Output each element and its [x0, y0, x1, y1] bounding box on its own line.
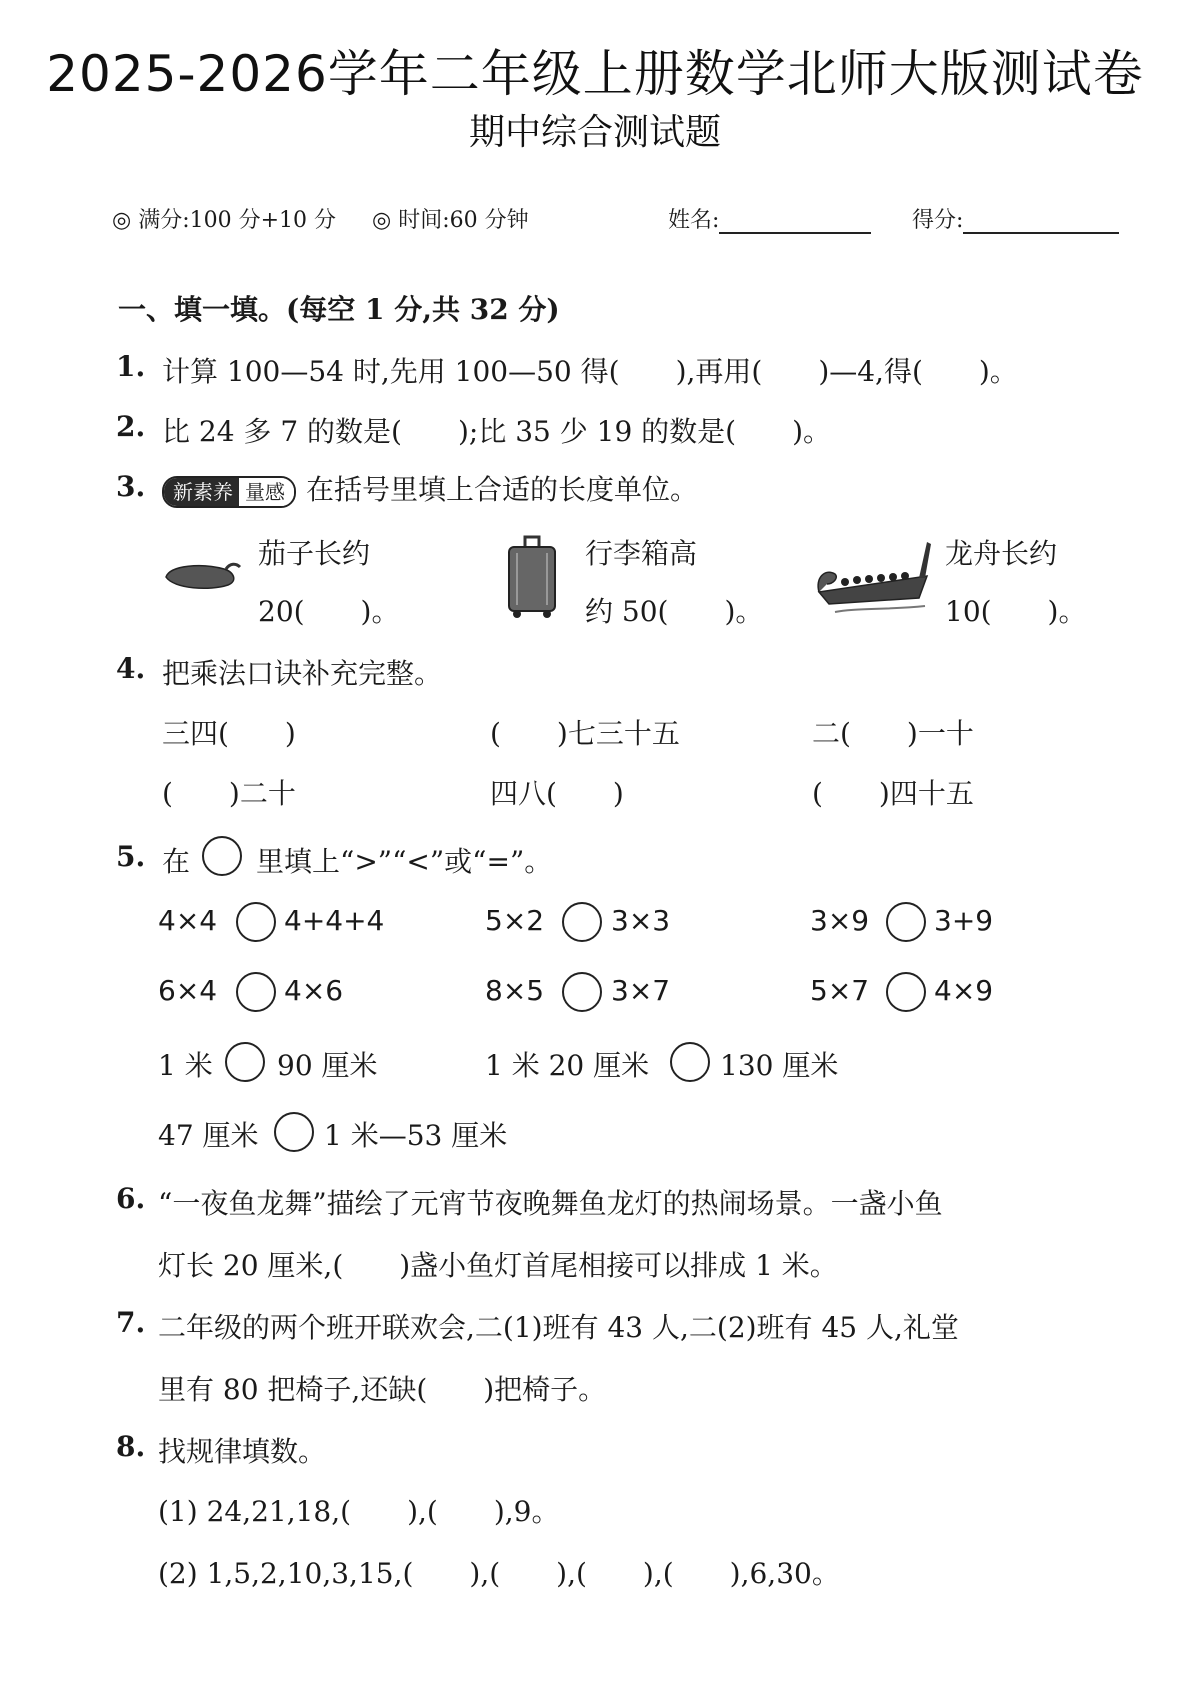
question-3-line — [162, 468, 698, 508]
question-7-line1: 二年级的两个班开联欢会,二(1)班有 43 人,二(2)班有 45 人,礼堂 — [158, 1311, 959, 1344]
compare-left: 5×7 — [810, 974, 870, 1007]
time-info: ◎ 时间:60 分钟 — [372, 208, 529, 233]
compare-left: 6×4 — [158, 974, 218, 1007]
mult-rhyme-blank: ( )四十五 — [812, 777, 974, 810]
compare-left: 8×5 — [485, 974, 545, 1007]
name-label: 姓名: — [668, 208, 720, 233]
compare-left: 47 厘米 — [158, 1119, 259, 1152]
answer-circle[interactable] — [562, 972, 602, 1012]
mult-rhyme-blank: 三四( ) — [162, 717, 296, 750]
compare-right: 4×9 — [934, 974, 994, 1007]
score-field[interactable] — [912, 203, 1119, 234]
question-7-line2: 里有 80 把椅子,还缺( )把椅子。 — [158, 1373, 607, 1406]
question-1-text: 计算 100—54 时,先用 100—50 得( ),再用( )—4,得( )。 — [162, 355, 1018, 388]
answer-circle[interactable] — [236, 972, 276, 1012]
question-number: 3. — [116, 470, 146, 503]
answer-circle[interactable] — [562, 902, 602, 942]
dragon-boat-icon — [815, 532, 935, 620]
question-number: 5. — [116, 840, 146, 873]
question-number: 1. — [116, 350, 146, 383]
eggplant-icon — [162, 555, 242, 595]
answer-circle[interactable] — [670, 1042, 710, 1082]
compare-left: 1 米 20 厘米 — [485, 1049, 650, 1082]
question-6-line1: “一夜鱼龙舞”描绘了元宵节夜晚舞鱼龙灯的热闹场景。一盏小鱼 — [158, 1187, 943, 1220]
mult-rhyme-blank: 二( )一十 — [812, 717, 974, 750]
section-heading: 一、填一填。(每空 1 分,共 32 分) — [118, 293, 560, 326]
name-blank[interactable] — [719, 210, 871, 234]
mult-rhyme-blank: 四八( ) — [490, 777, 624, 810]
question-2-text: 比 24 多 7 的数是( );比 35 少 19 的数是( )。 — [162, 415, 832, 448]
compare-right: 1 米—53 厘米 — [324, 1119, 508, 1152]
compare-right: 90 厘米 — [277, 1049, 378, 1082]
question-number: 2. — [116, 410, 146, 443]
q3-item-2-line2: 约 50( )。 — [585, 595, 764, 628]
answer-circle[interactable] — [202, 836, 242, 876]
suitcase-icon — [505, 535, 561, 619]
q3-item-3-line2: 10( )。 — [945, 595, 1087, 628]
compare-left: 4×4 — [158, 904, 218, 937]
question-5-text-post: 里填上“>”“<”或“=”。 — [256, 845, 553, 878]
question-6-line2: 灯长 20 厘米,( )盏小鱼灯首尾相接可以排成 1 米。 — [158, 1249, 838, 1282]
question-5-text-pre: 在 — [162, 845, 191, 878]
name-field[interactable] — [668, 203, 871, 234]
exam-title: 2025-2026学年二年级上册数学北师大版测试卷 — [46, 45, 1144, 103]
answer-circle[interactable] — [225, 1042, 265, 1082]
question-number: 8. — [116, 1430, 146, 1463]
q3-item-1-line2: 20( )。 — [258, 595, 400, 628]
compare-left: 5×2 — [485, 904, 545, 937]
answer-circle[interactable] — [274, 1112, 314, 1152]
question-number: 6. — [116, 1182, 146, 1215]
compare-left: 1 米 — [158, 1049, 213, 1082]
answer-circle[interactable] — [886, 972, 926, 1012]
compare-right: 4+4+4 — [284, 904, 385, 937]
compare-right: 130 厘米 — [720, 1049, 839, 1082]
full-score-info: ◎ 满分:100 分+10 分 — [112, 208, 337, 233]
question-3-text: 在括号里填上合适的长度单位。 — [306, 473, 699, 506]
answer-circle[interactable] — [886, 902, 926, 942]
compare-right: 3+9 — [934, 904, 994, 937]
sequence-1: (1) 24,21,18,( ),( ),9。 — [158, 1495, 560, 1528]
q3-item-1-line1: 茄子长约 — [258, 537, 371, 570]
compare-right: 3×7 — [611, 974, 671, 1007]
compare-left: 3×9 — [810, 904, 870, 937]
question-number: 7. — [116, 1306, 146, 1339]
sequence-2: (2) 1,5,2,10,3,15,( ),( ),( ),( ),6,30。 — [158, 1557, 840, 1590]
q3-item-2-line1: 行李箱高 — [585, 537, 698, 570]
question-8-text: 找规律填数。 — [158, 1435, 327, 1468]
score-label: 得分: — [912, 208, 964, 233]
mult-rhyme-blank: ( )二十 — [162, 777, 296, 810]
literacy-tag: 新素养 量感 — [162, 476, 296, 508]
answer-circle[interactable] — [236, 902, 276, 942]
score-blank[interactable] — [963, 210, 1119, 234]
compare-right: 3×3 — [611, 904, 671, 937]
mult-rhyme-blank: ( )七三十五 — [490, 717, 680, 750]
question-number: 4. — [116, 652, 146, 685]
compare-right: 4×6 — [284, 974, 344, 1007]
q3-item-3-line1: 龙舟长约 — [945, 537, 1058, 570]
exam-subtitle: 期中综合测试题 — [468, 112, 721, 153]
question-4-text: 把乘法口诀补充完整。 — [162, 657, 443, 690]
